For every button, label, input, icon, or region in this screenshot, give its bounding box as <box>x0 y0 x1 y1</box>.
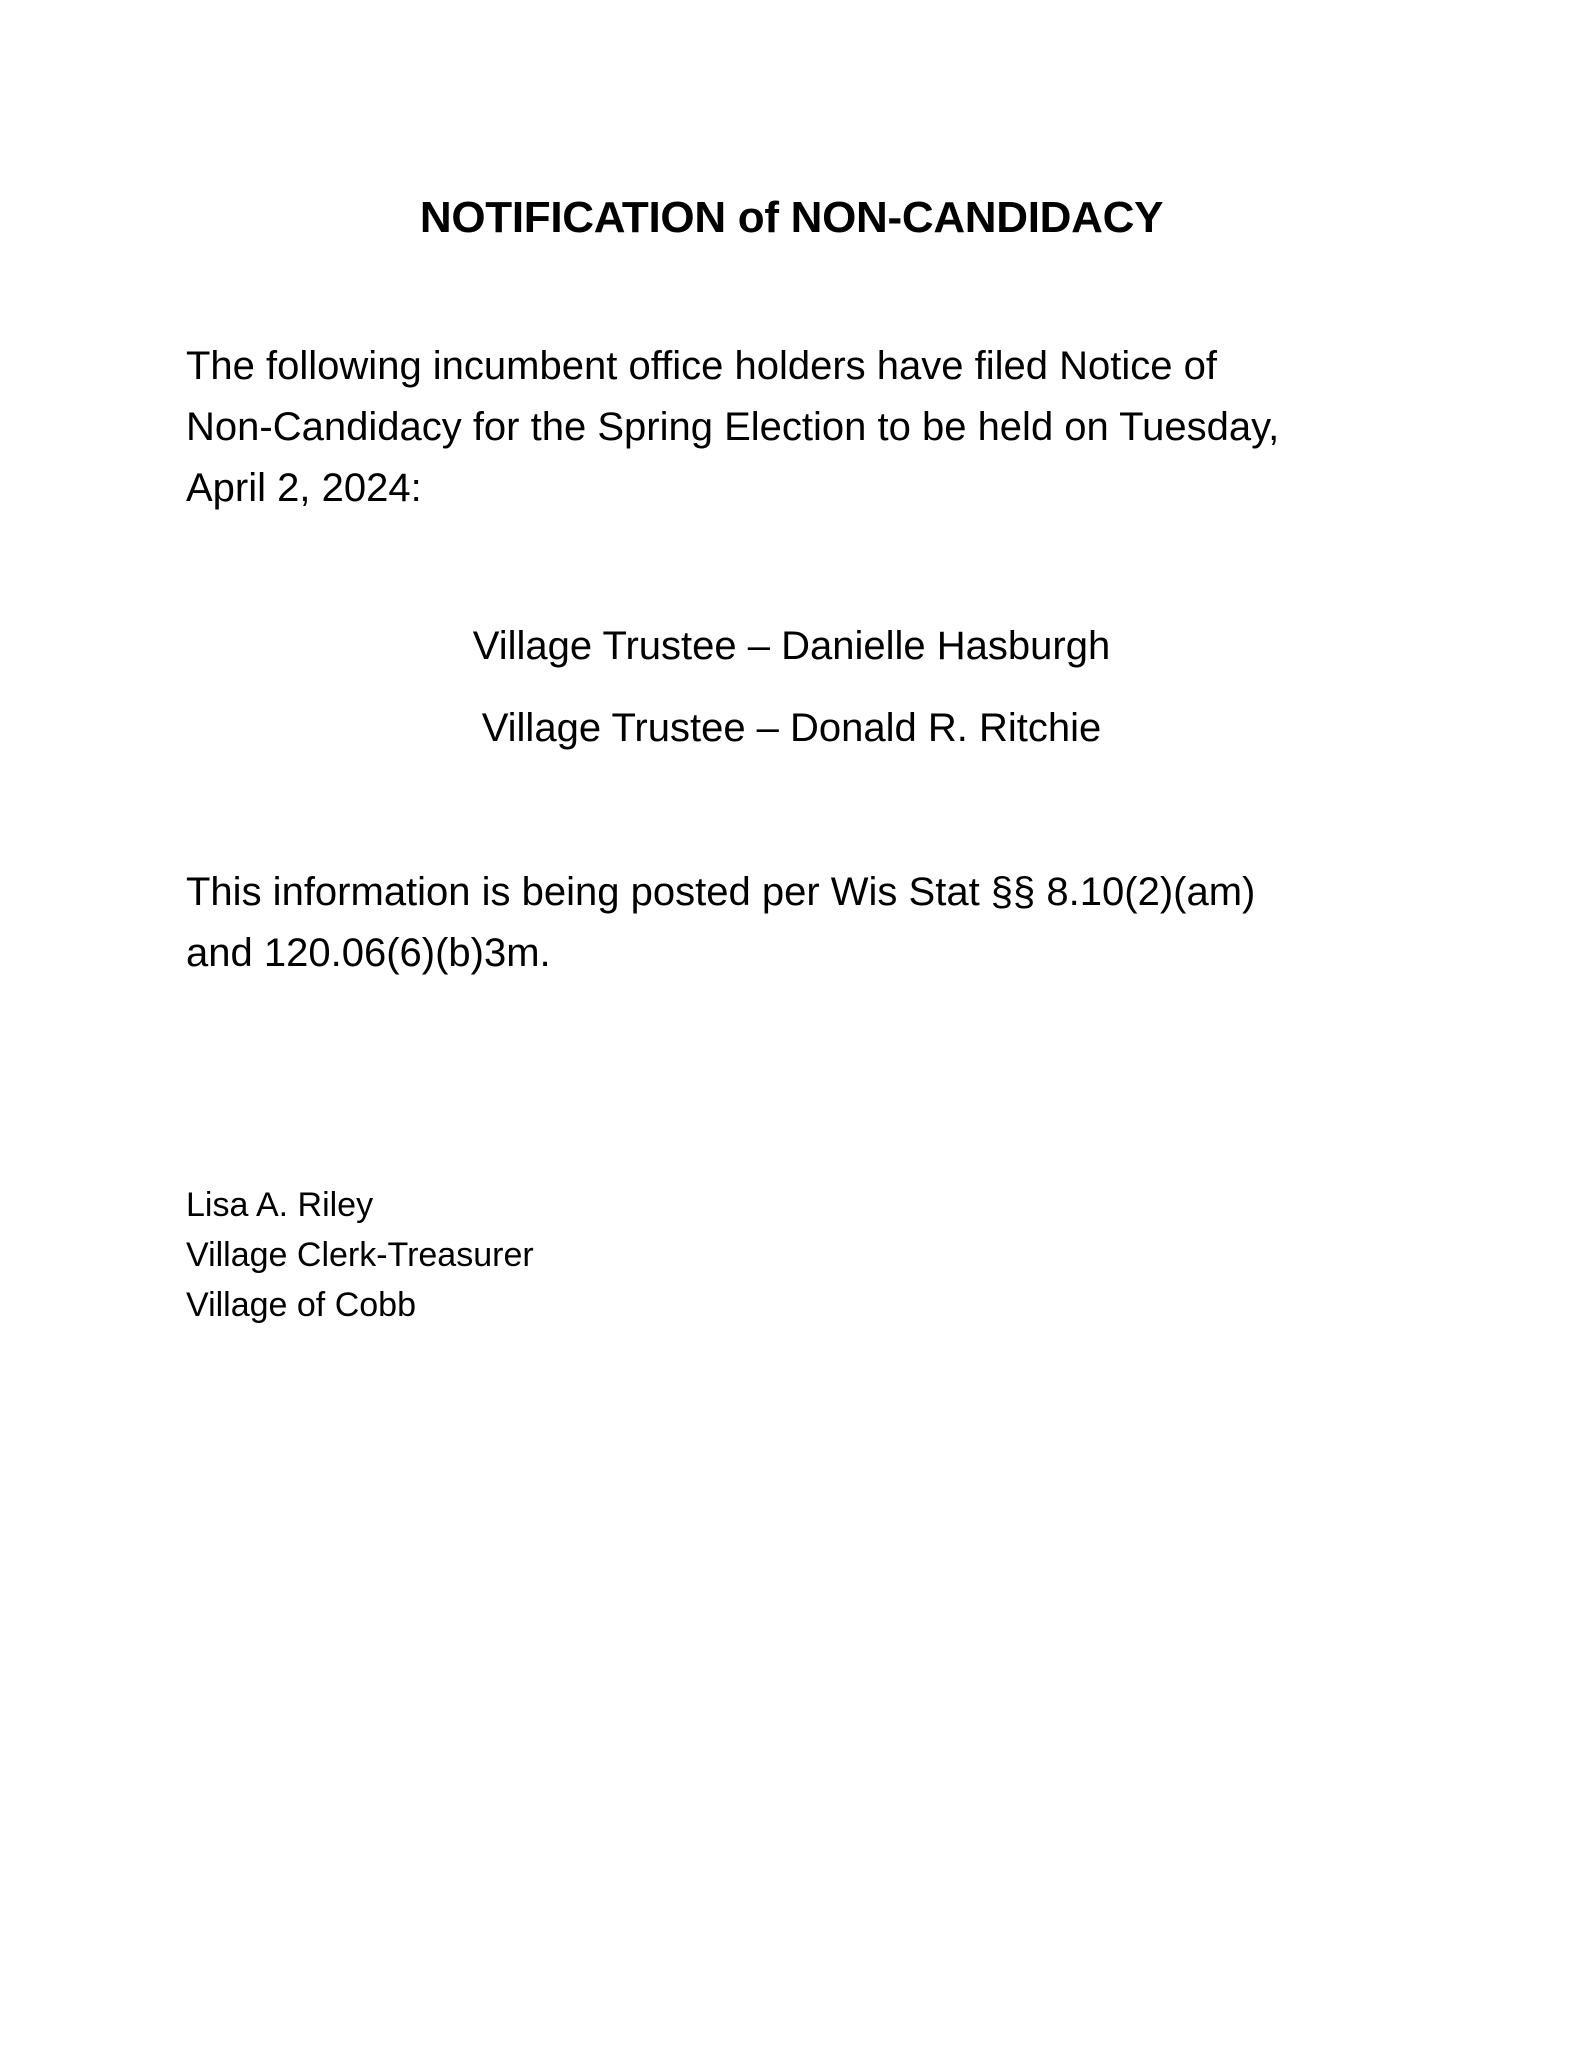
document-title: NOTIFICATION of NON-CANDIDACY <box>419 193 1164 242</box>
signer-organization: Village of Cobb <box>186 1286 416 1324</box>
non-candidacy-entry: Village Trustee – Danielle Hasburgh <box>472 624 1111 668</box>
statute-line: This information is being posted per Wis Stat §§ 8.10(2)(am) <box>186 870 1256 914</box>
intro-paragraph <box>186 336 1386 519</box>
non-candidacy-list <box>0 618 1583 782</box>
signature-block <box>186 1180 986 1330</box>
signer-name: Lisa A. Riley <box>186 1186 374 1224</box>
intro-line: April 2, 2024: <box>186 466 422 510</box>
statute-paragraph <box>186 862 1386 984</box>
non-candidacy-entry: Village Trustee – Donald R. Ritchie <box>481 706 1102 750</box>
statute-line: and 120.06(6)(b)3m. <box>186 931 551 975</box>
signer-position: Village Clerk-Treasurer <box>186 1236 534 1274</box>
intro-line: Non-Candidacy for the Spring Election to be held on Tuesday, <box>186 405 1280 449</box>
intro-line: The following incumbent office holders have filed Notice of <box>186 344 1217 388</box>
